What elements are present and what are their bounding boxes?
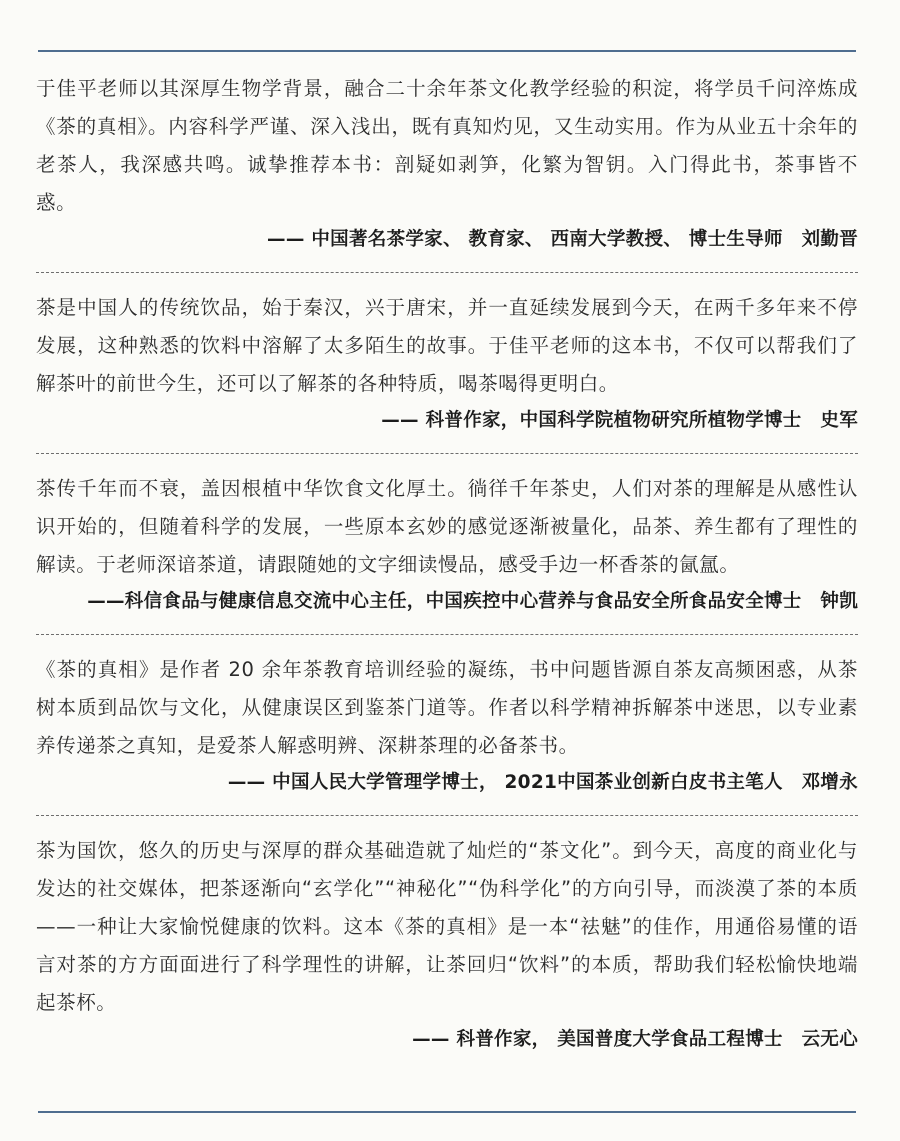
endorsement-3 xyxy=(36,470,858,620)
dashed-divider xyxy=(36,453,858,454)
endorsement-attribution: —— 中国人民大学管理学博士， 2021中国茶业创新白皮书主笔人 邓增永 xyxy=(227,772,858,793)
endorsement-1 xyxy=(36,70,858,258)
endorsement-attribution: ——科信食品与健康信息交流中心主任，中国疾控中心营养与食品安全所食品安全博士 钟凯 xyxy=(87,591,858,612)
endorsements-page xyxy=(36,70,858,1058)
endorsement-4 xyxy=(36,651,858,801)
endorsement-text: 茶传千年而不衰，盖因根植中华饮食文化厚土。徜徉千年茶史，人们对茶的理解是从感性认识开始的，但随着科学的发展，一些原本玄妙的感觉逐渐被量化，品茶、养生都有了理性的解读。于老师深谙茶道，请跟随她的文字细读慢品，感受手边一杯香茶的氤氲。 xyxy=(36,477,858,576)
endorsement-attribution: —— 中国著名茶学家、 教育家、 西南大学教授、 博士生导师 刘勤晋 xyxy=(267,229,858,250)
endorsement-2 xyxy=(36,289,858,439)
endorsement-text: 茶是中国人的传统饮品，始于秦汉，兴于唐宋，并一直延续发展到今天，在两千多年来不停发展，这种熟悉的饮料中溶解了太多陌生的故事。于佳平老师的这本书，不仅可以帮我们了解茶叶的前世今生，还可以了解茶的各种特质，喝茶喝得更明白。 xyxy=(36,296,858,395)
dashed-divider xyxy=(36,634,858,635)
dashed-divider xyxy=(36,272,858,273)
endorsement-text: 于佳平老师以其深厚生物学背景，融合二十余年茶文化教学经验的积淀，将学员千问淬炼成《茶的真相》。内容科学严谨、深入浅出，既有真知灼见，又生动实用。作为从业五十余年的老茶人，我深感共鸣。诚挚推荐本书：剖疑如剥笋，化繁为智钥。入门得此书，茶事皆不惑。 xyxy=(36,77,858,214)
dashed-divider xyxy=(36,815,858,816)
endorsement-text: 《茶的真相》是作者 20 余年茶教育培训经验的凝练，书中问题皆源自茶友高频困惑，从茶树本质到品饮与文化，从健康误区到鉴茶门道等。作者以科学精神拆解茶中迷思，以专业素养传递茶之真知，是爱茶人解惑明辨、深耕茶理的必备茶书。 xyxy=(36,658,858,757)
endorsement-attribution: —— 科普作家， 美国普度大学食品工程博士 云无心 xyxy=(412,1029,858,1050)
endorsement-text: 茶为国饮，悠久的历史与深厚的群众基础造就了灿烂的“茶文化”。到今天，高度的商业化与发达的社交媒体，把茶逐渐向“玄学化”“神秘化”“伪科学化”的方向引导，而淡漠了茶的本质——一种让大家愉悦健康的饮料。这本《茶的真相》是一本“祛魅”的佳作，用通俗易懂的语言对茶的方方面面进行了科学理性的讲解，让茶回归“饮料”的本质，帮助我们轻松愉快地端起茶杯。 xyxy=(36,839,858,1014)
endorsement-5 xyxy=(36,832,858,1058)
endorsement-attribution: —— 科普作家，中国科学院植物研究所植物学博士 史军 xyxy=(381,410,858,431)
top-rule xyxy=(38,50,856,52)
bottom-rule xyxy=(38,1111,856,1113)
